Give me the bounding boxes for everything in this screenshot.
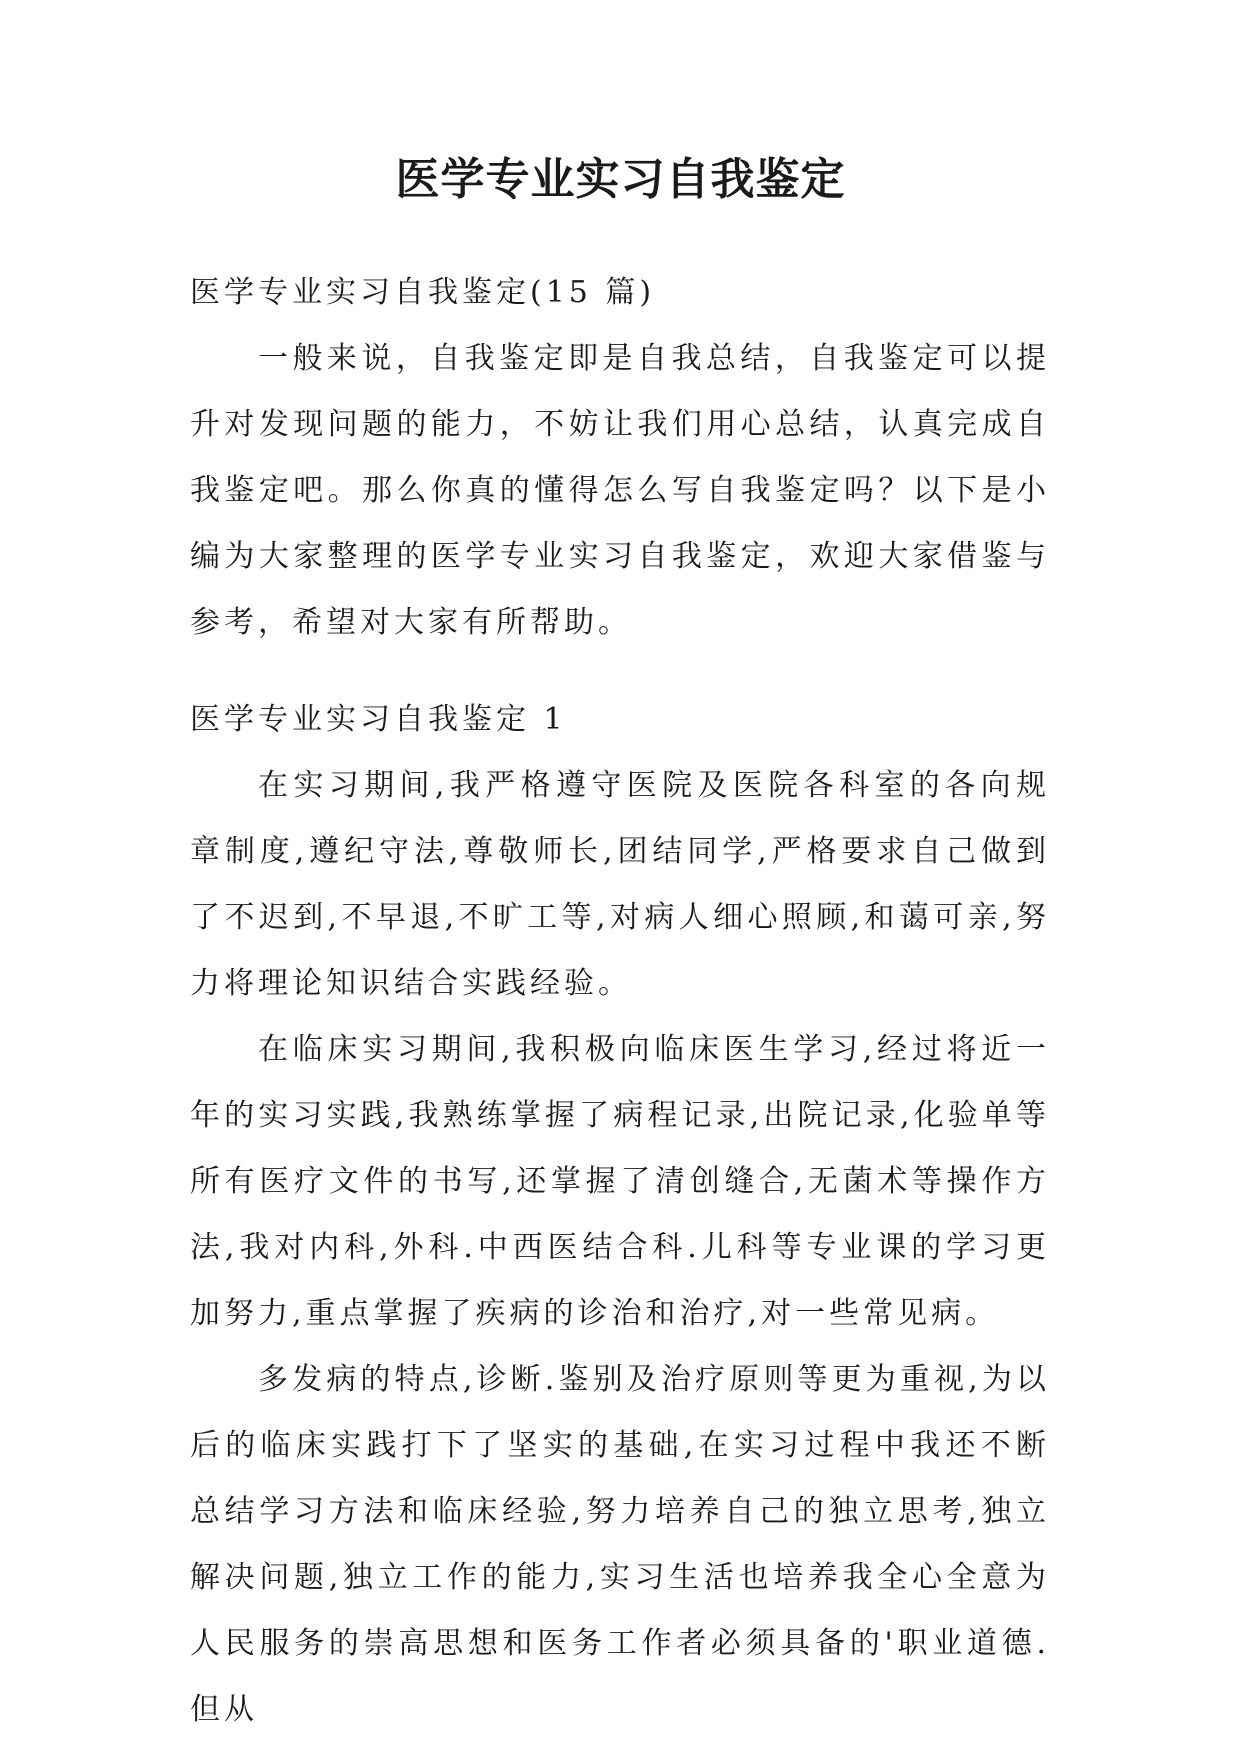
- section-1: [190, 687, 1050, 1743]
- body-paragraph-3: 多发病的特点,诊断.鉴别及治疗原则等更为重视,为以后的临床实践打下了坚实的基础,在实习过程中我还不断总结学习方法和临床经验,努力培养自己的独立思考,独立解决问题,独立工作的能力,实习生活也培养我全心全意为人民服务的崇高思想和医务工作者必须具备的'职业道德.但从: [190, 1362, 1050, 1727]
- intro-heading: 医学专业实习自我鉴定(15 篇): [190, 275, 656, 310]
- section-heading: 医学专业实习自我鉴定 1: [190, 702, 567, 737]
- intro-paragraph: 一般来说，自我鉴定即是自我总结，自我鉴定可以提升对发现问题的能力，不妨让我们用心总结，认真完成自我鉴定吧。那么你真的懂得怎么写自我鉴定吗？以下是小编为大家整理的医学专业实习自我鉴定，欢迎大家借鉴与参考，希望对大家有所帮助。: [190, 341, 1050, 640]
- document-title: 医学专业实习自我鉴定: [395, 154, 846, 205]
- intro-section: [190, 260, 1050, 656]
- body-paragraph-1: 在实习期间,我严格遵守医院及医院各科室的各向规章制度,遵纪守法,尊敬师长,团结同学,严格要求自己做到了不迟到,不早退,不旷工等,对病人细心照顾,和蔼可亲,努力将理论知识结合实践经验。: [190, 768, 1050, 1001]
- body-paragraph-2: 在临床实习期间,我积极向临床医生学习,经过将近一年的实习实践,我熟练掌握了病程记录,出院记录,化验单等所有医疗文件的书写,还掌握了清创缝合,无菌术等操作方法,我对内科,外科.中西医结合科.儿科等专业课的学习更加努力,重点掌握了疾病的诊治和治疗,对一些常见病。: [190, 1032, 1050, 1331]
